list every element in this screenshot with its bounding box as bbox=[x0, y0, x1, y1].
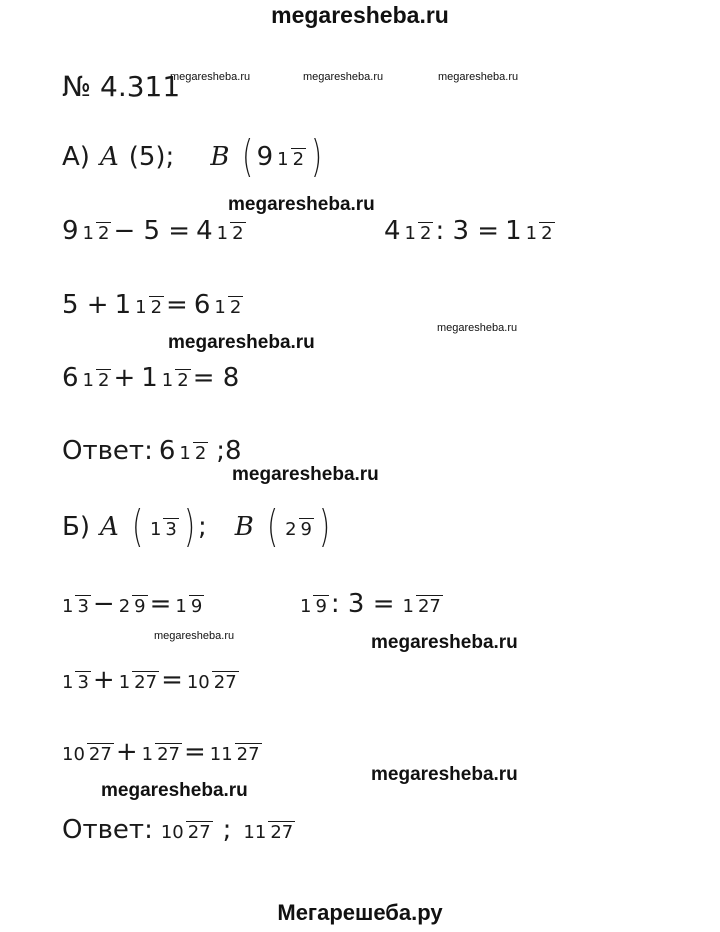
watermark: megaresheba.ru bbox=[170, 71, 251, 83]
whole-part: 4 bbox=[196, 216, 213, 246]
separator: ; bbox=[198, 512, 207, 542]
watermark: megaresheba.ru bbox=[232, 464, 379, 485]
part-a-heading bbox=[62, 132, 325, 182]
equation-line bbox=[58, 656, 241, 704]
equation-line bbox=[384, 207, 557, 255]
whole-part: 1 bbox=[141, 363, 158, 393]
site-header: megaresheba.ru bbox=[271, 2, 449, 28]
fraction: 1 2 bbox=[404, 223, 432, 244]
fraction: 1 9 bbox=[175, 596, 203, 617]
fraction: 1 27 bbox=[141, 744, 180, 765]
point-label: B bbox=[210, 142, 230, 172]
watermark: megaresheba.ru bbox=[101, 780, 248, 801]
equation-line bbox=[296, 580, 445, 628]
equation-line bbox=[58, 580, 206, 628]
right-paren: ) bbox=[183, 501, 196, 552]
watermark: megaresheba.ru bbox=[154, 630, 235, 642]
watermark: megaresheba.ru bbox=[228, 194, 375, 215]
site-footer: Мегарешеба.ру bbox=[277, 900, 443, 925]
operator: = bbox=[166, 290, 188, 320]
answer-label: Ответ: bbox=[62, 815, 153, 845]
watermark: megaresheba.ru bbox=[168, 332, 315, 353]
fraction: 10 27 bbox=[160, 822, 211, 843]
fraction: 2 9 bbox=[285, 519, 312, 540]
whole-part: 1 bbox=[114, 290, 132, 320]
fraction: 1 2 bbox=[82, 370, 110, 391]
part-b-heading bbox=[62, 500, 333, 554]
separator: ; bbox=[222, 815, 232, 845]
operator: : 3 = bbox=[330, 589, 395, 619]
fraction: 2 9 bbox=[118, 596, 146, 617]
left-paren: ( bbox=[242, 131, 254, 182]
right-paren: ) bbox=[311, 131, 323, 182]
point-label: A bbox=[99, 512, 119, 542]
operator: = bbox=[149, 589, 172, 619]
whole-part: 1 bbox=[505, 216, 522, 246]
equation-line bbox=[62, 354, 239, 402]
right-paren: ) bbox=[318, 501, 331, 552]
fraction: 10 27 bbox=[186, 672, 237, 693]
part-label: А) bbox=[62, 142, 90, 172]
fraction: 11 27 bbox=[209, 744, 260, 765]
fraction: 10 27 bbox=[62, 744, 112, 765]
watermark: megaresheba.ru bbox=[371, 764, 518, 785]
operator: + bbox=[113, 363, 136, 393]
answer-label: Ответ: bbox=[62, 436, 153, 466]
fraction: 1 2 bbox=[216, 223, 244, 244]
operand: 5 + bbox=[62, 290, 109, 320]
watermark: megaresheba.ru bbox=[371, 632, 518, 653]
equation-line bbox=[62, 281, 245, 329]
whole-part: 6 bbox=[193, 290, 211, 320]
operator: + bbox=[92, 665, 115, 695]
operator: + bbox=[115, 737, 138, 767]
fraction: 1 2 bbox=[82, 223, 110, 244]
operator: − bbox=[92, 589, 115, 619]
fraction: 1 3 bbox=[62, 672, 89, 693]
operator: = bbox=[183, 737, 206, 767]
answer-value: ;8 bbox=[216, 436, 242, 466]
point-coordinate: (5); bbox=[128, 142, 175, 172]
operator: : 3 = bbox=[435, 216, 500, 246]
fraction: 1 3 bbox=[62, 596, 89, 617]
equation-line bbox=[62, 207, 248, 255]
fraction: 1 2 bbox=[277, 149, 305, 170]
result: = 8 bbox=[192, 363, 240, 393]
operator: = bbox=[161, 665, 183, 695]
fraction: 11 27 bbox=[243, 822, 294, 843]
fraction: 1 2 bbox=[135, 297, 163, 318]
equation-line bbox=[58, 728, 264, 776]
fraction: 1 2 bbox=[525, 223, 553, 244]
operator: − 5 = bbox=[113, 216, 191, 246]
whole-part: 4 bbox=[384, 216, 401, 246]
fraction: 1 2 bbox=[161, 370, 189, 391]
point-label: B bbox=[234, 512, 254, 542]
part-label: Б) bbox=[62, 512, 90, 542]
whole-part: 6 bbox=[158, 436, 176, 466]
left-paren: ( bbox=[266, 501, 279, 552]
whole-part: 6 bbox=[62, 363, 79, 393]
watermark: megaresheba.ru bbox=[437, 322, 518, 334]
whole-part: 9 bbox=[256, 142, 274, 172]
fraction: 1 27 bbox=[402, 596, 441, 617]
whole-part: 9 bbox=[62, 216, 79, 246]
problem-number: № 4.311 bbox=[62, 70, 181, 103]
fraction: 1 2 bbox=[214, 297, 242, 318]
fraction: 1 27 bbox=[118, 672, 158, 693]
fraction: 1 2 bbox=[179, 443, 207, 464]
left-paren: ( bbox=[131, 501, 143, 552]
watermark: megaresheba.ru bbox=[303, 71, 384, 83]
answer-line bbox=[62, 427, 242, 475]
answer-line bbox=[62, 805, 297, 855]
fraction: 1 9 bbox=[300, 596, 327, 617]
fraction: 1 3 bbox=[149, 519, 177, 540]
watermark: megaresheba.ru bbox=[438, 71, 519, 83]
point-label: A bbox=[99, 142, 119, 172]
